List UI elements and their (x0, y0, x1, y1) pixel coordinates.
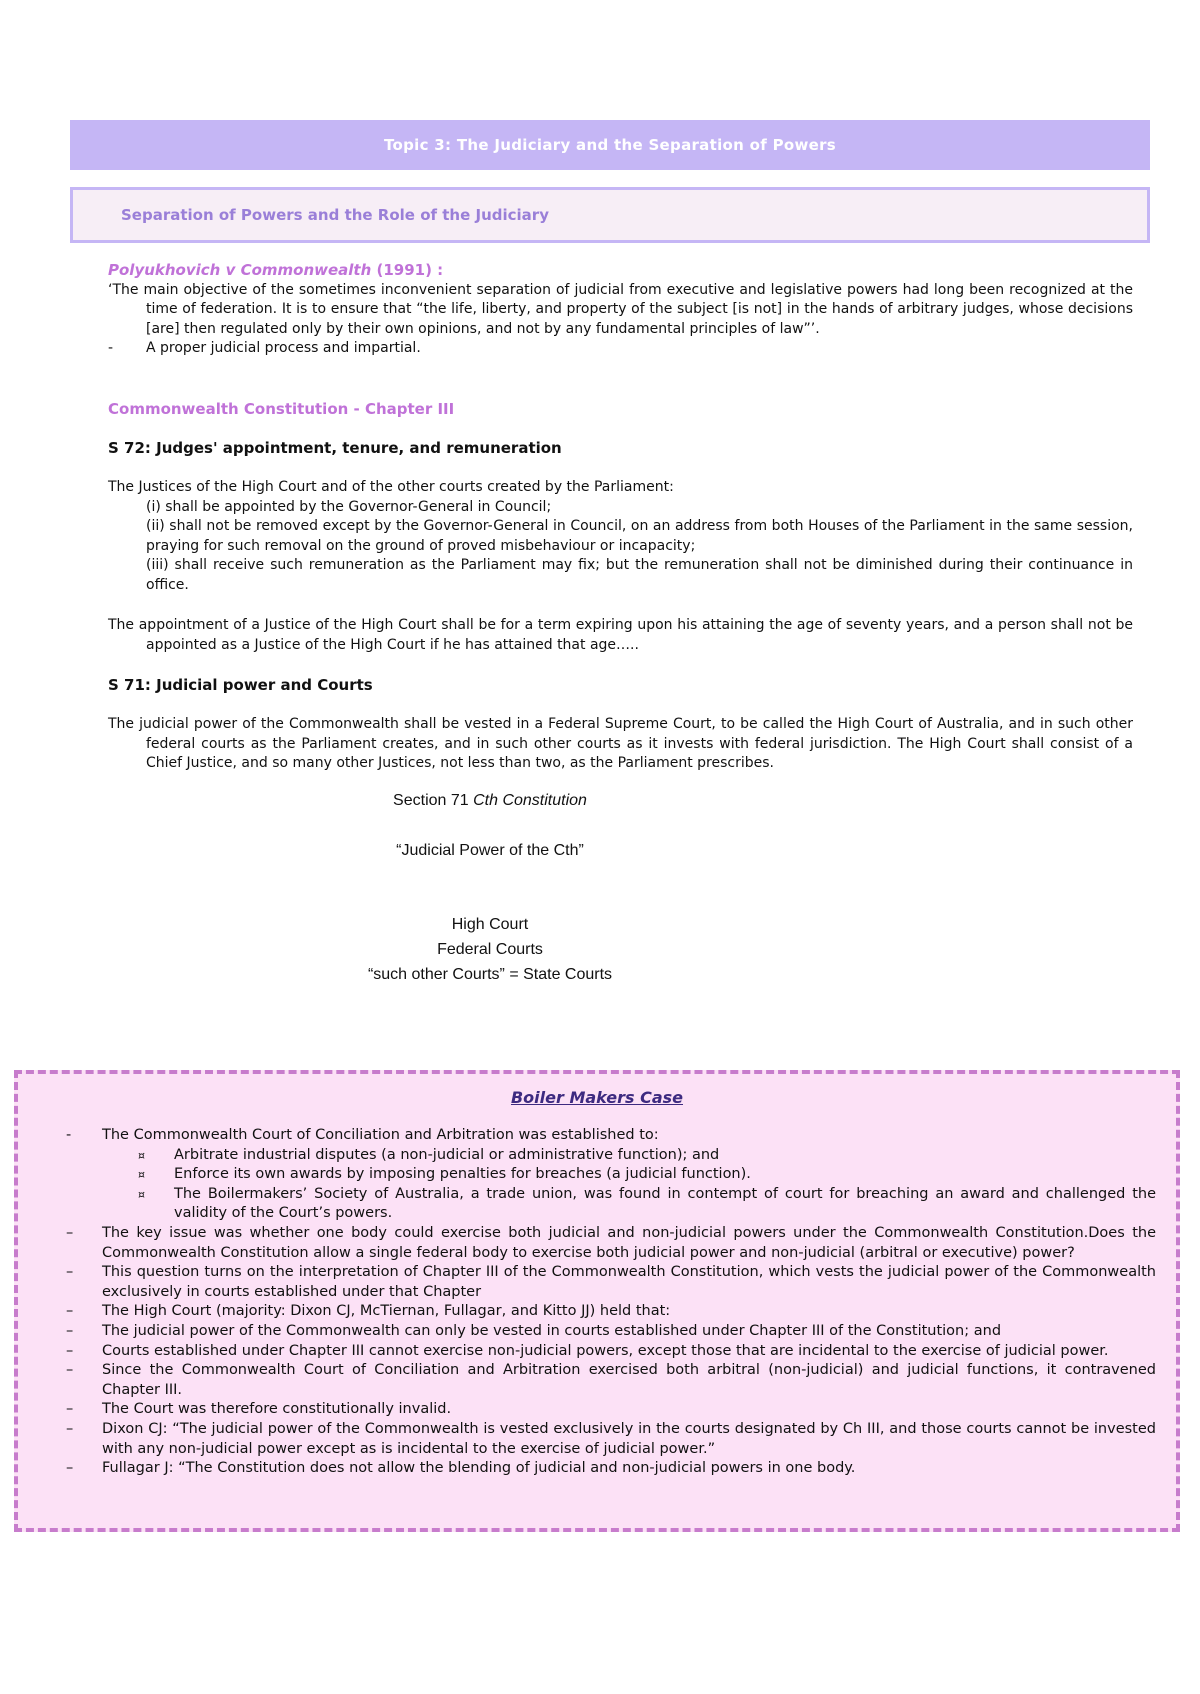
list-item (66, 1400, 1156, 1420)
point-text: This question turns on the interpretation of Chapter III of the Commonwealth Constitution, which vests the judicial power of the Commonwealth exclusively in courts established under that Chapter (102, 1264, 1156, 1300)
point-text: The key issue was whether one body could exercise both judicial and non-judicial powers under the Commonwealth Constitution.Does the Commonwealth Constitution allow a single federal body to exercise both judicial power and non-judicial (arbitral or executive) power? (102, 1224, 1156, 1261)
case-quote: ‘The main objective of the sometimes inconvenient separation of judicial from executive and legislative powers had long been recognized at the time of federation. It is to ensure that “the life, liberty, and property of the subject [is not] in the hands of arbitrary judges, whose decisions [are] then regulated only by their own opinions, and not by any fundamental principles of law”’. (108, 281, 1133, 337)
en-dash-marker: – (66, 1264, 74, 1281)
point-text: The judicial power of the Commonwealth can only be vested in courts established under Chapter III of the Constitution; and (102, 1322, 1002, 1339)
list-item (66, 1420, 1156, 1459)
sub-list-item (66, 1185, 1156, 1224)
en-dash-marker: – (66, 1460, 74, 1477)
list-item (66, 1342, 1156, 1362)
list-item (66, 1263, 1156, 1302)
point-text: Dixon CJ: “The judicial power of the Commonwealth is vested exclusively in the courts designated by Ch III, and those courts cannot be invested with any non-judicial power except as is incidental to the exercise of judicial power.” (102, 1420, 1156, 1457)
list-item: (i) shall be appointed by the Governor-General in Council; (146, 498, 552, 515)
constitution-heading-block (108, 400, 1133, 420)
sub-bullet-icon: ¤ (138, 1148, 145, 1162)
list-item (66, 1361, 1156, 1400)
s72-items (108, 498, 1133, 596)
diagram-federal-courts: Federal Courts (437, 941, 543, 958)
constitution-heading: Commonwealth Constitution - Chapter III (108, 400, 455, 418)
sub-list-item (66, 1146, 1156, 1166)
s71-heading: S 71: Judicial power and Courts (108, 676, 373, 694)
s71-heading-block (108, 676, 1133, 696)
s72-block (108, 439, 1133, 459)
s72-appointment: The appointment of a Justice of the High Court shall be for a term expiring upon his attaining the age of seventy years, and a person shall not be appointed as a Justice of the High Court if he has attained that age….. (108, 617, 1133, 653)
topic-banner (70, 120, 1150, 170)
point-text: The Court was therefore constitutionally invalid. (102, 1401, 452, 1418)
case-heading (108, 261, 1133, 281)
boiler-list (66, 1126, 1156, 1479)
list-item: (iii) shall receive such remuneration as the Parliament may fix; but the remuneration shall not be diminished during their continuance in office. (146, 557, 1133, 593)
boiler-makers-box (14, 1070, 1180, 1532)
en-dash-marker: – (66, 1362, 74, 1379)
boiler-title: Boiler Makers Case (510, 1088, 683, 1107)
s72-appointment-block (108, 616, 1133, 655)
s72-heading: S 72: Judges' appointment, tenure, and remuneration (108, 439, 562, 457)
en-dash-marker: – (66, 1303, 74, 1320)
en-dash-marker: – (66, 1342, 74, 1359)
list-item (108, 339, 1133, 359)
en-dash-marker: – (66, 1401, 74, 1418)
dash-marker: - (66, 1127, 72, 1143)
en-dash-marker: – (66, 1224, 74, 1241)
sub-bullet-icon: ¤ (138, 1187, 145, 1201)
case-name: Polyukhovich v Commonwealth (108, 261, 372, 279)
point-text: Fullagar J: “The Constitution does not allow the blending of judicial and non-judicial powers in one body. (102, 1460, 856, 1477)
diagram-title (290, 792, 690, 810)
case-year: (1991) : (371, 261, 444, 279)
s72-intro: The Justices of the High Court and of the other courts created by the Parliament: (108, 479, 674, 495)
list-item (66, 1224, 1156, 1263)
list-item (66, 1126, 1156, 1146)
point-text: Courts established under Chapter III cannot exercise non-judicial powers, except those that are incidental to the exercise of judicial power. (102, 1342, 1109, 1359)
sub-bullet-icon: ¤ (138, 1168, 145, 1182)
list-item (66, 1459, 1156, 1479)
section-title: Separation of Powers and the Role of the Judiciary (121, 206, 549, 224)
diagram-title-italic: Cth Constitution (473, 792, 587, 809)
en-dash-marker: – (66, 1322, 74, 1339)
bullet-marker: - (108, 340, 114, 356)
boiler-intro: The Commonwealth Court of Conciliation and Arbitration was established to: (102, 1127, 659, 1143)
topic-title: Topic 3: The Judiciary and the Separation of Powers (383, 136, 837, 154)
sub-item-text: Enforce its own awards by imposing penalties for breaches (a judicial function). (174, 1166, 751, 1183)
sub-item-text: The Boilermakers’ Society of Australia, a trade union, was found in contempt of court for breaching an award and challenged the validity of the Court’s powers. (174, 1185, 1156, 1222)
diagram-power: “Judicial Power of the Cth” (396, 842, 584, 859)
diagram-state-courts: “such other Courts” = State Courts (367, 966, 613, 983)
list-item (66, 1302, 1156, 1322)
diagram-title-plain: Section 71 (393, 792, 474, 809)
section-header-box (70, 187, 1150, 243)
en-dash-marker: – (66, 1420, 74, 1437)
polyukhovich-block (108, 261, 1133, 359)
s71-text: The judicial power of the Commonwealth shall be vested in a Federal Supreme Court, to be called the High Court of Australia, and in such other federal courts as the Parliament creates, and in such other courts as it invests with federal jurisdiction. The High Court shall consist of a Chief Justice, and so many other Justices, not less than two, as the Parliament prescribes. (108, 716, 1133, 771)
s71-body (108, 715, 1133, 774)
bullet-text: A proper judicial process and impartial. (146, 340, 421, 356)
point-text: Since the Commonwealth Court of Conciliation and Arbitration exercised both arbitral (non-judicial) and judicial functions, it contravened Chapter III. (102, 1362, 1156, 1398)
sub-list-item (66, 1165, 1156, 1185)
list-item: (ii) shall not be removed except by the Governor-General in Council, on an address from both Houses of the Parliament in the same session, praying for such removal on the ground of proved misbehaviour or incapacity; (146, 518, 1133, 554)
point-text: The High Court (majority: Dixon CJ, McTiernan, Fullagar, and Kitto JJ) held that: (102, 1303, 671, 1320)
sub-item-text: Arbitrate industrial disputes (a non-judicial or administrative function); and (174, 1146, 720, 1163)
list-item (66, 1322, 1156, 1342)
diagram-high-court: High Court (451, 916, 529, 933)
s72-body (108, 478, 1133, 595)
